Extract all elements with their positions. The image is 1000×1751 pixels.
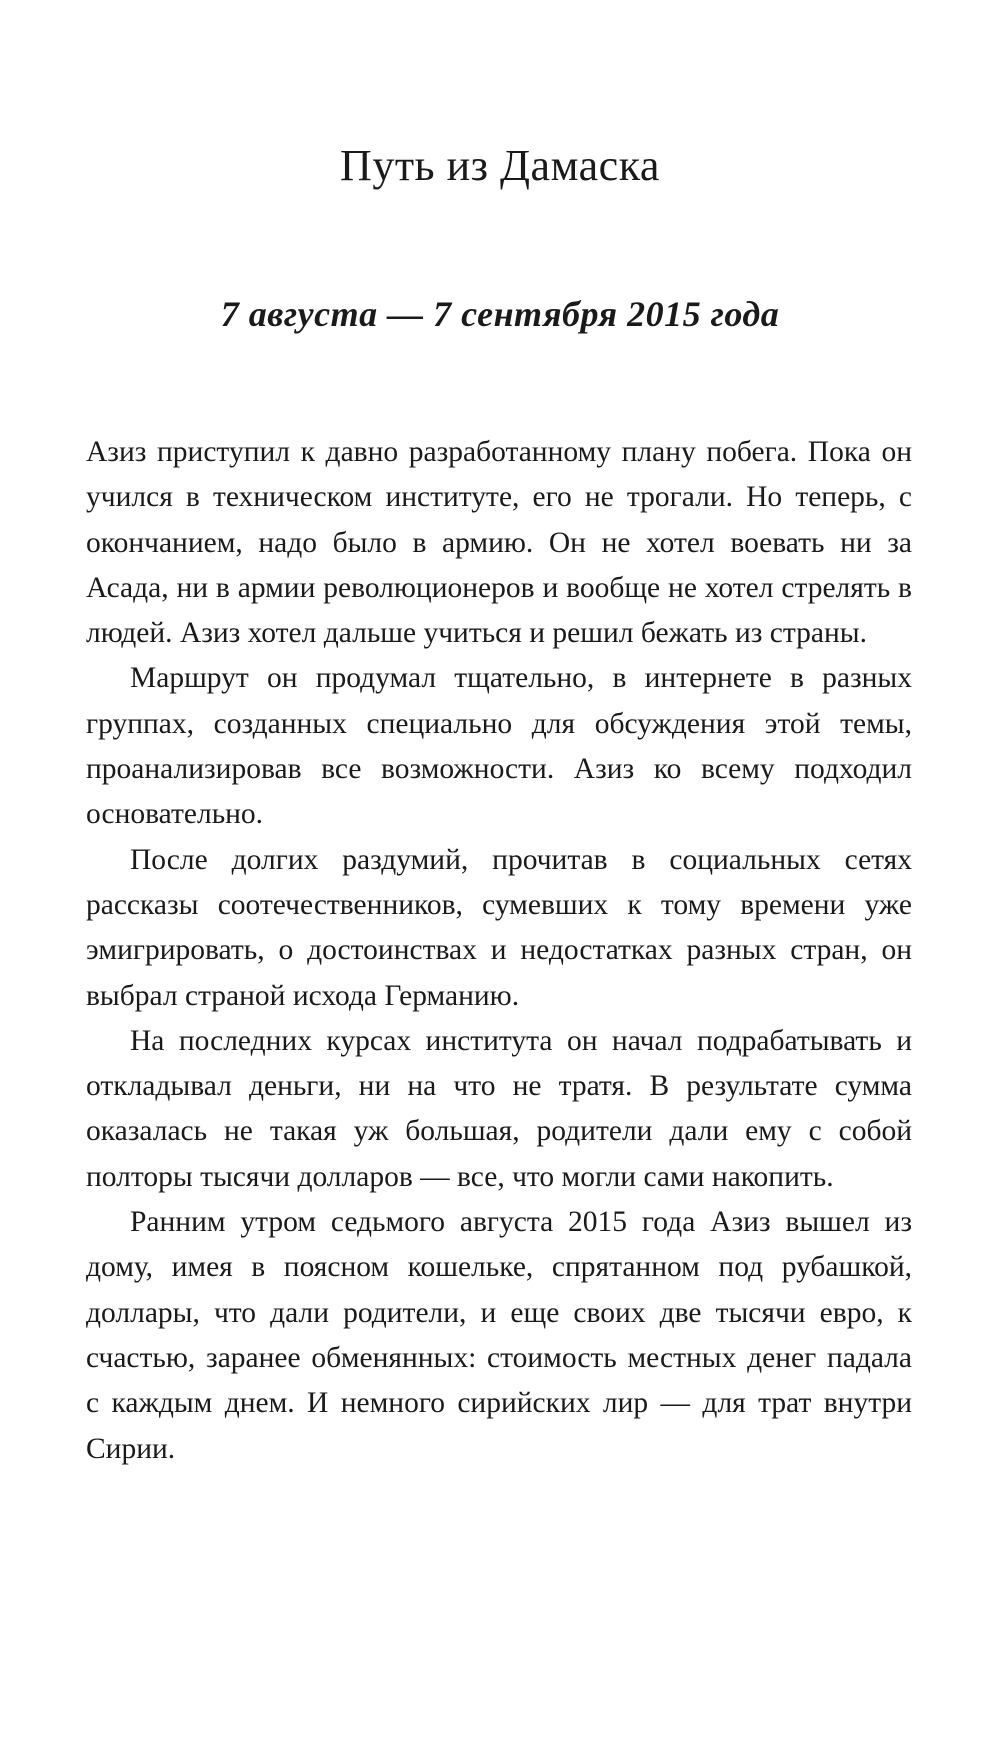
paragraph-5: Ранним утром седьмого августа 2015 года Азиз вышел из дому, имея в поясном кошельке, спрятанном под рубашкой, доллары, что дали родители, и еще своих две тысячи евро, к счастью, заранее обменянных: стоимость местных денег падала с каждым днем. И немного сирийских лир — для трат внутри Сирии.	[86, 1206, 912, 1465]
paragraph-1: Азиз приступил к давно разработанному плану побега. Пока он учился в техническом институте, его не трогали. Но теперь, с окончанием, надо было в армию. Он не хотел воевать ни за Асада, ни в армии революционеров и вообще не хотел стрелять в людей. Азиз хотел дальше учиться и решил бежать из страны.	[86, 436, 912, 650]
paragraph-2: Маршрут он продумал тщательно, в интернете в разных группах, созданных специально для обсуждения этой темы, проанализировав все возможности. Азиз ко всему подходил основательно.	[86, 662, 912, 831]
chapter-body	[86, 430, 912, 1472]
chapter-dates: 7 августа — 7 сентября 2015 года	[220, 294, 780, 334]
chapter-title: Путь из Дамаска	[340, 141, 660, 190]
paragraph-4: На последних курсах института он начал подрабатывать и откладывал деньги, ни на что не тратя. В результате сумма оказалась не такая уж большая, родители дали ему с собой полторы тысячи долларов — все, что могли сами накопить.	[86, 1024, 912, 1193]
paragraph-3: После долгих раздумий, прочитав в социальных сетях рассказы соотечественников, сумевших к тому времени уже эмигрировать, о достоинствах и недостатках разных стран, он выбрал страной исхода Германию.	[86, 843, 912, 1012]
